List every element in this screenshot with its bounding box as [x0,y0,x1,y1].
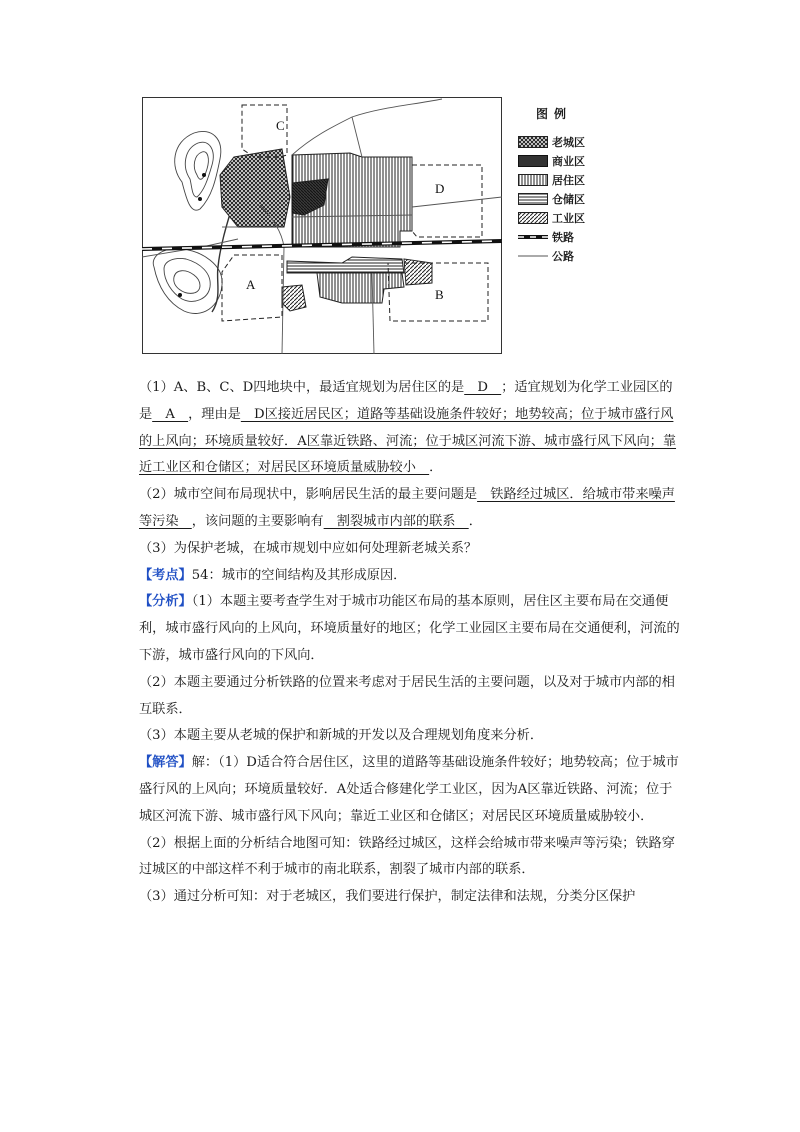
zone-industrial [282,285,306,311]
jieda-tag: 【解答】 [139,755,192,771]
legend-item-railway: 铁路 [552,230,574,244]
zone-old-city [220,149,290,227]
legend-title: 图例 [536,107,573,121]
legend-item-commercial: 商业区 [518,151,618,170]
fenxi-part-2: （2）本题主要通过分析铁路的位置来考虑对于居民生活的主要问题，以及对于城市内部的相互联系． [139,674,675,717]
kaodian-section: 【考点】54：城市的空间结构及其形成原因． [139,567,407,583]
question-1: （1）A、B、C、D四地块中，最适宜规划为居住区的是 D ；适宜规划为化学工业园区的是 A ，理由是 D区接近居民区；道路等基础设施条件较好；地势较高；位于城市盛行风的上风向；环境质量较好．A区靠近铁路、河流；位于城区河流下游、城市盛行风下风向；靠近工业区和仓储区；对居民区环境质量威胁较小 ． [139,380,677,476]
label-d: D [435,181,445,196]
legend-item-old-city: 老城区 [518,132,618,151]
question-text [139,375,685,911]
legend-item-residential: 居住区 [518,170,618,189]
jieda-section: 【解答】解：（1）D适合符合居住区，这里的道路等基础设施条件较好；地势较高；位于城市盛行风的上风向；环境质量较好．A处适合修建化学工业区，因为A区靠近铁路、河流；位于城区河流下游、城市盛行风下风向；靠近工业区和仓储区；对居民区环境质量威胁较小． [139,755,679,824]
peak-marker [198,197,202,201]
map-legend [518,105,618,265]
answer-2a: 铁路经过城区．给城市带来噪声等污染 [139,487,675,529]
answer-1a: D [464,380,502,395]
answer-1-reason: D区接近居民区；道路等基础设施条件较好；地势较高；位于城市盛行风的上风向；环境质量较好．A区靠近铁路、河流；位于城区河流下游、城市盛行风下风向；靠近工业区和仓储区；对居民区环境质量威胁较小 [139,406,677,476]
answer-1b: A [152,406,189,422]
question-2: （2）城市空间布局现状中，影响居民生活的最主要问题是 铁路经过城区．给城市带来噪声等污染 ，该问题的主要影响有 割裂城市内部的联系 ． [139,487,675,529]
jieda-part-3: （3）通过分析可知：对于老城区，我们要进行保护，制定法律和法规，分类分区保护 [139,889,636,905]
city-map [142,97,502,354]
label-a: A [246,277,256,292]
legend-item-warehouse: 仓储区 [518,189,618,208]
legend-item-highway: 公路 [552,249,574,263]
label-c: C [276,118,285,133]
answer-2b: 割裂城市内部的联系 [323,513,469,529]
jieda-part-2: （2）根据上面的分析结合地图可知：铁路经过城区，这样会给城市带来噪声等污染；铁路穿过城区的中部这样不利于城市的南北联系，割裂了城市内部的联系． [139,835,675,878]
fenxi-tag: 【分析】 [139,594,192,610]
peak-marker [202,173,206,177]
label-b: B [435,287,444,302]
legend-item-industrial: 工业区 [518,208,618,227]
kaodian-tag: 【考点】 [139,567,192,583]
fenxi-part-3: （3）本题主要从老城的保护和新城的开发以及合理规划角度来分析． [139,728,544,744]
question-3: （3）为保护老城，在城市规划中应如何处理新老城关系？ [139,540,478,556]
peak-marker [178,293,182,297]
fenxi-section: 【分析】（1）本题主要考查学生对于城市功能区布局的基本原则，居住区主要布局在交通便利，城市盛行风向的上风向，环境质量好的地区；化学工业园区主要布局在交通便利，河流的下游，城市盛行风向的下风向． [139,594,680,663]
